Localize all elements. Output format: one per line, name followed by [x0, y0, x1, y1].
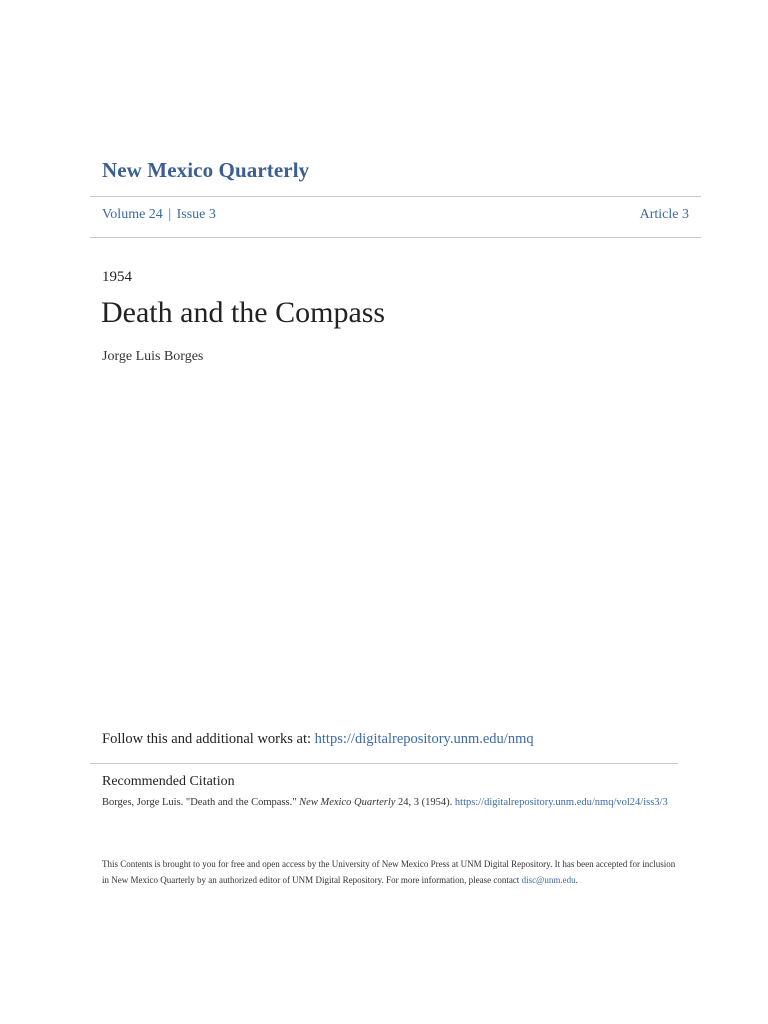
header-top-divider [90, 196, 701, 197]
follow-text: Follow this and additional works at: [102, 731, 315, 747]
citation-text [102, 796, 672, 809]
notice-text: This Contents is brought to you for free and open access by the University of New Mexico Press at UNM Digital Repository. It has been accepted for inclusion in New Mexico Quarterly by an authorized editor of UNM Digital Repository. For more information, please contact [102, 859, 676, 885]
open-access-notice [102, 856, 682, 888]
publication-year: 1954 [102, 269, 132, 285]
journal-title[interactable]: New Mexico Quarterly [102, 158, 310, 182]
contact-email-link[interactable]: disc@unm.edu [521, 875, 576, 885]
citation-link[interactable]: https://digitalrepository.unm.edu/nmq/vol24/iss3/3 [454, 797, 668, 808]
volume-issue-separator: | [168, 207, 172, 222]
citation-suffix: 24, 3 (1954). [395, 797, 455, 808]
repository-link[interactable]: https://digitalrepository.unm.edu/nmq [314, 731, 534, 747]
header-bottom-divider [90, 237, 701, 238]
article-author: Jorge Luis Borges [102, 349, 204, 364]
notice-end: . [575, 875, 578, 885]
citation-journal: New Mexico Quarterly [299, 797, 396, 808]
recommended-citation-heading: Recommended Citation [102, 774, 235, 789]
follow-works-line [102, 731, 534, 748]
article-title: Death and the Compass [101, 296, 386, 329]
citation-divider [90, 763, 678, 764]
citation-prefix: Borges, Jorge Luis. "Death and the Compass." [102, 797, 300, 808]
issue-link[interactable]: Issue 3 [176, 207, 216, 222]
article-number[interactable]: Article 3 [639, 207, 689, 222]
volume-issue-line [102, 207, 216, 223]
volume-link[interactable]: Volume 24 [102, 207, 163, 222]
